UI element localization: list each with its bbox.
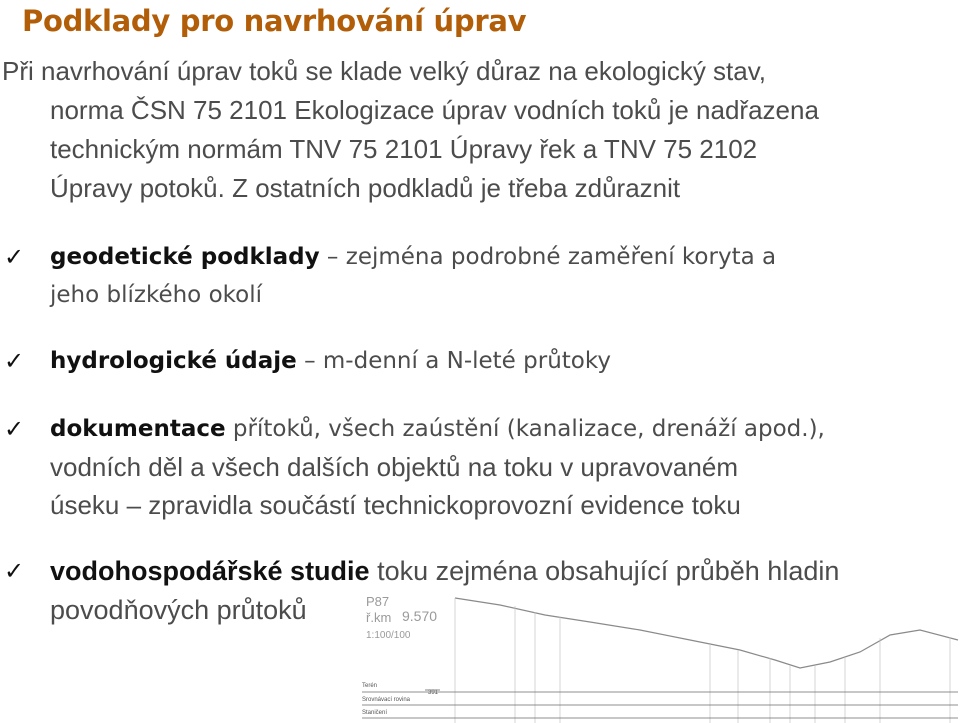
checkmark-icon: ✓ <box>4 347 25 375</box>
intro-line: Při navrhování úprav toků se klade velký důraz na ekologický stav, <box>2 56 767 86</box>
intro-line: technickým normám TNV 75 2101 Úpravy řek a TNV 75 2102 <box>50 134 758 164</box>
bullet-keyword: dokumentace <box>50 416 226 442</box>
page-title: Podklady pro navrhování úprav <box>22 4 527 38</box>
bullet-keyword: geodetické podklady <box>50 244 320 270</box>
intro-line: norma ČSN 75 2101 Ekologizace úprav vodních toků je nadřazena <box>50 95 819 125</box>
bullet-keyword: vodohospodářské studie <box>50 556 370 586</box>
profile-datum-value: 391 <box>428 690 439 696</box>
bullet-text: toku zejména obsahující průběh hladin <box>369 556 840 586</box>
bullet-keyword: hydrologické údaje <box>50 348 297 374</box>
table-rows <box>362 690 958 718</box>
profile-scale: 1:100/100 <box>366 630 411 641</box>
bullet-text: jeho blízkého okolí <box>50 282 262 308</box>
bullet-text: povodňových průtoků <box>50 595 307 625</box>
profile-row-label: Terén <box>362 683 378 689</box>
intro-line: Úpravy potoků. Z ostatních podkladů je třeba zdůraznit <box>50 173 681 203</box>
bullet-text: – zejména podrobné zaměření koryta a <box>319 244 777 270</box>
ordinate-lines <box>455 598 950 723</box>
bullet-text: úseku – zpravidla součástí technickoprovozní evidence toku <box>50 490 741 520</box>
bullet-text: vodních děl a všech dalších objektů na toku v upravovaném <box>50 452 738 482</box>
bullet-text: přítoků, všech zaústění (kanalizace, drenáží apod.), <box>225 416 825 442</box>
checkmark-icon: ✓ <box>4 415 25 443</box>
profile-id: P87 <box>366 594 390 609</box>
profile-row-label: Srovnávací rovina <box>362 697 411 703</box>
checkmark-icon: ✓ <box>4 243 25 271</box>
profile-row-label: Staničení <box>362 710 388 716</box>
profile-rkm-value: 9.570 <box>402 608 438 624</box>
profile-rkm-label: ř.km <box>366 610 392 625</box>
bullet-text: – m-denní a N-leté průtoky <box>296 348 611 374</box>
terrain-line <box>455 598 958 668</box>
checkmark-icon: ✓ <box>4 558 25 585</box>
